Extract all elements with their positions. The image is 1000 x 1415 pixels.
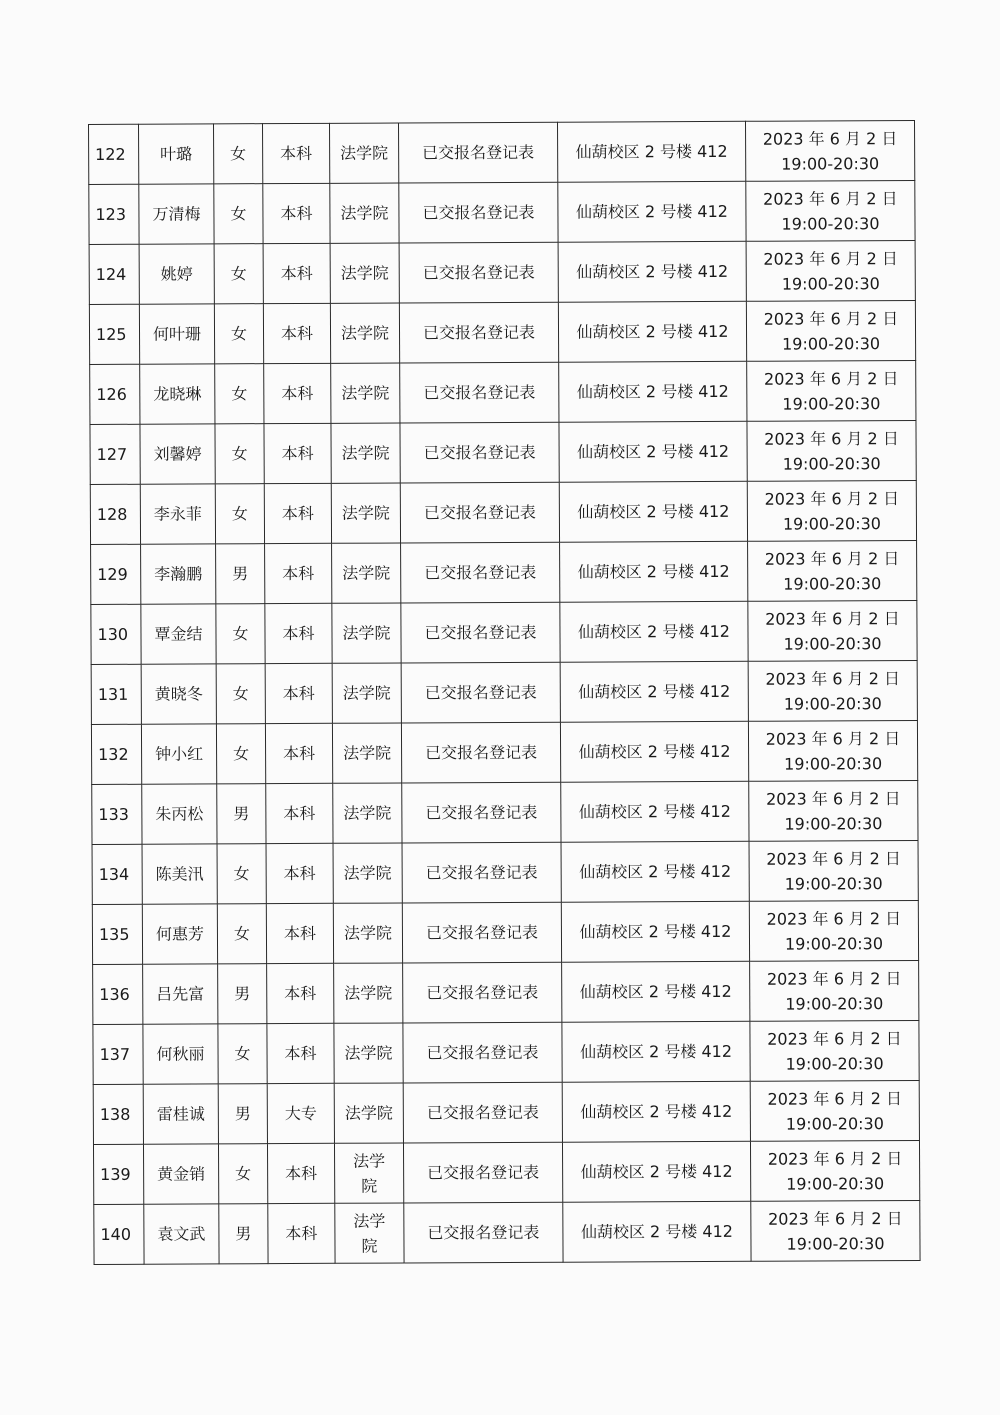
status-cell: 已交报名登记表 (400, 362, 559, 423)
gender-cell: 女 (214, 244, 263, 304)
date-text: 2023 年 6 月 2 日 (765, 728, 901, 749)
table-row (91, 660, 917, 724)
location-cell: 仙葫校区 2 号楼 412 (563, 1201, 751, 1262)
student-name: 黄金销 (143, 1144, 218, 1204)
schedule-cell (750, 1080, 919, 1141)
status-cell: 已交报名登记表 (401, 722, 560, 783)
schedule-cell (746, 240, 915, 301)
school-cell: 法学院 (332, 663, 401, 723)
date-text: 2023 年 6 月 2 日 (763, 188, 898, 209)
status-cell: 已交报名登记表 (401, 542, 560, 603)
education-level-cell: 本科 (263, 303, 330, 363)
student-name: 吕先富 (143, 964, 218, 1024)
gender-cell: 女 (216, 664, 265, 724)
student-name: 黄晓冬 (141, 664, 216, 724)
location-cell: 仙葫校区 2 号楼 412 (559, 421, 747, 482)
status-cell: 已交报名登记表 (401, 662, 560, 723)
table-row (91, 720, 917, 784)
schedule-cell (747, 360, 916, 421)
location-cell: 仙葫校区 2 号楼 412 (558, 301, 746, 362)
education-level-cell: 本科 (263, 243, 330, 303)
schedule-cell (748, 540, 917, 601)
school-cell (334, 1143, 403, 1203)
gender-cell: 男 (216, 544, 265, 604)
gender-cell: 女 (214, 184, 263, 244)
gender-cell: 男 (219, 1204, 268, 1264)
student-name: 龙晓琳 (140, 364, 215, 424)
row-number: 137 (93, 1024, 143, 1084)
row-number: 122 (89, 124, 139, 184)
table-row (90, 480, 916, 544)
schedule-cell (745, 120, 914, 181)
education-level-cell: 本科 (268, 1203, 335, 1263)
status-cell: 已交报名登记表 (403, 1142, 562, 1203)
student-name: 李永菲 (140, 484, 215, 544)
status-cell: 已交报名登记表 (401, 602, 560, 663)
table-row (93, 1080, 919, 1144)
student-name: 姚婷 (139, 244, 214, 304)
student-name: 何秋丽 (143, 1024, 218, 1084)
location-cell: 仙葫校区 2 号楼 412 (560, 721, 748, 782)
row-number: 140 (94, 1204, 144, 1264)
education-level-cell: 本科 (264, 423, 331, 483)
school-cell: 法学院 (331, 363, 400, 423)
location-cell: 仙葫校区 2 号楼 412 (560, 601, 748, 662)
status-cell: 已交报名登记表 (400, 422, 559, 483)
table-row (89, 300, 915, 364)
location-cell: 仙葫校区 2 号楼 412 (562, 1081, 750, 1142)
time-text: 19:00-20:30 (785, 993, 884, 1014)
gender-cell: 女 (215, 364, 264, 424)
row-number: 135 (92, 904, 142, 964)
date-text: 2023 年 6 月 2 日 (764, 548, 900, 569)
school-cell: 法学院 (331, 483, 400, 543)
location-cell: 仙葫校区 2 号楼 412 (562, 961, 750, 1022)
row-number: 130 (91, 604, 141, 664)
gender-cell: 女 (214, 304, 263, 364)
date-text: 2023 年 6 月 2 日 (766, 968, 902, 989)
student-name: 朱丙松 (142, 784, 217, 844)
gender-cell: 男 (217, 784, 266, 844)
schedule-cell (750, 1020, 919, 1081)
row-number: 132 (91, 724, 141, 784)
time-text: 19:00-20:30 (783, 633, 882, 654)
student-name: 雷桂诚 (143, 1084, 218, 1144)
status-cell: 已交报名登记表 (402, 782, 561, 843)
row-number: 136 (93, 964, 143, 1024)
row-number: 134 (92, 844, 142, 904)
school-cell (335, 1203, 404, 1263)
date-text: 2023 年 6 月 2 日 (762, 128, 898, 149)
gender-cell: 男 (218, 964, 267, 1024)
date-text: 2023 年 6 月 2 日 (765, 608, 900, 629)
schedule-cell (751, 1200, 920, 1261)
table-row (91, 540, 917, 604)
education-level-cell: 本科 (265, 723, 332, 783)
date-text: 2023 年 6 月 2 日 (766, 848, 901, 869)
date-text: 2023 年 6 月 2 日 (765, 668, 901, 689)
location-cell: 仙葫校区 2 号楼 412 (557, 121, 745, 182)
time-text: 19:00-20:30 (781, 273, 880, 294)
time-text: 19:00-20:30 (784, 933, 884, 954)
education-level-cell: 本科 (265, 663, 332, 723)
location-cell: 仙葫校区 2 号楼 412 (561, 841, 749, 902)
location-cell: 仙葫校区 2 号楼 412 (558, 181, 746, 242)
row-number: 129 (91, 544, 141, 604)
schedule-cell (747, 420, 916, 481)
date-text: 2023 年 6 月 2 日 (764, 488, 900, 509)
student-name: 袁文武 (144, 1204, 219, 1264)
row-number: 138 (93, 1084, 143, 1144)
school-text: 法学院 (353, 1151, 386, 1196)
location-cell: 仙葫校区 2 号楼 412 (559, 481, 747, 542)
table-row (92, 900, 918, 964)
location-cell: 仙葫校区 2 号楼 412 (559, 361, 747, 422)
date-text: 2023 年 6 月 2 日 (763, 248, 898, 269)
school-cell: 法学院 (331, 423, 400, 483)
status-cell: 已交报名登记表 (403, 962, 562, 1023)
gender-cell: 女 (217, 844, 266, 904)
table-row (90, 420, 916, 484)
student-name: 李瀚鹏 (141, 544, 216, 604)
gender-cell: 女 (215, 484, 264, 544)
status-cell: 已交报名登记表 (402, 842, 561, 903)
table-row (89, 180, 915, 244)
student-name: 叶璐 (139, 124, 214, 184)
school-cell: 法学院 (334, 963, 403, 1023)
time-text: 19:00-20:30 (784, 813, 883, 834)
student-name: 刘馨婷 (140, 424, 215, 484)
schedule-cell (746, 180, 915, 241)
status-cell: 已交报名登记表 (399, 302, 558, 363)
location-cell: 仙葫校区 2 号楼 412 (560, 661, 748, 722)
schedule-cell (746, 300, 915, 361)
time-text: 19:00-20:30 (782, 333, 881, 354)
location-cell: 仙葫校区 2 号楼 412 (560, 541, 748, 602)
status-cell: 已交报名登记表 (403, 1022, 562, 1083)
status-cell: 已交报名登记表 (398, 122, 557, 183)
schedule-cell (750, 960, 919, 1021)
date-text: 2023 年 6 月 2 日 (767, 1148, 903, 1169)
student-name: 钟小红 (141, 724, 216, 784)
student-name: 陈美汛 (142, 844, 217, 904)
time-text: 19:00-20:30 (781, 153, 880, 174)
table-row (93, 960, 919, 1024)
schedule-cell (749, 780, 918, 841)
table-row (93, 1020, 919, 1084)
time-text: 19:00-20:30 (782, 393, 881, 414)
school-cell: 法学院 (333, 903, 402, 963)
school-cell: 法学院 (329, 123, 398, 183)
schedule-cell (750, 1140, 919, 1201)
table-row (94, 1200, 920, 1264)
location-cell: 仙葫校区 2 号楼 412 (562, 1021, 750, 1082)
gender-cell: 男 (218, 1084, 267, 1144)
date-text: 2023 年 6 月 2 日 (766, 908, 902, 929)
date-text: 2023 年 6 月 2 日 (763, 308, 899, 329)
location-cell: 仙葫校区 2 号楼 412 (562, 1141, 750, 1202)
status-cell: 已交报名登记表 (404, 1202, 563, 1263)
education-level-cell: 本科 (265, 543, 332, 603)
row-number: 126 (90, 364, 140, 424)
status-cell: 已交报名登记表 (402, 902, 561, 963)
row-number: 125 (89, 304, 139, 364)
time-text: 19:00-20:30 (786, 1173, 885, 1194)
school-cell: 法学院 (330, 183, 399, 243)
time-text: 19:00-20:30 (785, 1053, 884, 1074)
education-level-cell: 本科 (267, 963, 334, 1023)
time-text: 19:00-20:30 (783, 573, 882, 594)
student-name: 何叶珊 (139, 304, 214, 364)
location-cell: 仙葫校区 2 号楼 412 (561, 781, 749, 842)
student-name: 万清梅 (139, 184, 214, 244)
education-level-cell: 本科 (266, 843, 333, 903)
row-number: 139 (93, 1144, 143, 1204)
table-row (89, 120, 915, 184)
gender-cell: 女 (214, 124, 263, 184)
school-cell: 法学院 (333, 783, 402, 843)
registration-table (88, 120, 921, 1265)
date-text: 2023 年 6 月 2 日 (767, 1028, 902, 1049)
school-cell: 法学院 (332, 543, 401, 603)
gender-cell: 女 (216, 724, 265, 784)
table-row (89, 240, 915, 304)
education-level-cell: 本科 (263, 183, 330, 243)
status-cell: 已交报名登记表 (403, 1082, 562, 1143)
time-text: 19:00-20:30 (786, 1233, 885, 1254)
status-cell: 已交报名登记表 (399, 242, 558, 303)
education-level-cell: 本科 (266, 903, 333, 963)
date-text: 2023 年 6 月 2 日 (764, 428, 899, 449)
time-text: 19:00-20:30 (784, 873, 883, 894)
schedule-cell (748, 660, 917, 721)
row-number: 128 (90, 484, 140, 544)
education-level-cell: 本科 (263, 123, 330, 183)
student-name: 何惠芳 (142, 904, 217, 964)
location-cell: 仙葫校区 2 号楼 412 (558, 241, 746, 302)
row-number: 133 (92, 784, 142, 844)
date-text: 2023 年 6 月 2 日 (767, 1088, 903, 1109)
time-text: 19:00-20:30 (784, 753, 883, 774)
school-cell: 法学院 (332, 723, 401, 783)
school-cell: 法学院 (332, 603, 401, 663)
education-level-cell: 本科 (264, 363, 331, 423)
table-row (93, 1140, 919, 1204)
row-number: 123 (89, 184, 139, 244)
time-text: 19:00-20:30 (781, 213, 880, 234)
schedule-cell (749, 900, 918, 961)
gender-cell: 女 (217, 904, 266, 964)
schedule-cell (749, 840, 918, 901)
school-cell: 法学院 (334, 1023, 403, 1083)
school-cell: 法学院 (330, 303, 399, 363)
location-cell: 仙葫校区 2 号楼 412 (561, 901, 749, 962)
row-number: 131 (91, 664, 141, 724)
status-cell: 已交报名登记表 (399, 182, 558, 243)
time-text: 19:00-20:30 (783, 693, 882, 714)
schedule-cell (747, 480, 916, 541)
gender-cell: 女 (218, 1144, 267, 1204)
schedule-cell (748, 720, 917, 781)
gender-cell: 女 (215, 424, 264, 484)
student-name: 覃金结 (141, 604, 216, 664)
education-level-cell: 本科 (267, 1143, 334, 1203)
time-text: 19:00-20:30 (782, 453, 881, 474)
education-level-cell: 本科 (266, 783, 333, 843)
schedule-cell (748, 600, 917, 661)
table-row (92, 840, 918, 904)
education-level-cell: 本科 (267, 1023, 334, 1083)
row-number: 124 (89, 244, 139, 304)
school-text: 法学院 (353, 1211, 386, 1256)
table-row (90, 360, 916, 424)
date-text: 2023 年 6 月 2 日 (768, 1208, 903, 1229)
school-cell: 法学院 (330, 243, 399, 303)
education-level-cell: 本科 (265, 603, 332, 663)
school-cell: 法学院 (334, 1083, 403, 1143)
time-text: 19:00-20:30 (782, 513, 882, 534)
status-cell: 已交报名登记表 (400, 482, 559, 543)
table-row (92, 780, 918, 844)
gender-cell: 女 (218, 1024, 267, 1084)
time-text: 19:00-20:30 (785, 1113, 884, 1134)
education-level-cell: 大专 (267, 1083, 334, 1143)
school-cell: 法学院 (333, 843, 402, 903)
row-number: 127 (90, 424, 140, 484)
table-row (91, 600, 917, 664)
date-text: 2023 年 6 月 2 日 (765, 788, 901, 809)
gender-cell: 女 (216, 604, 265, 664)
date-text: 2023 年 6 月 2 日 (763, 368, 899, 389)
education-level-cell: 本科 (264, 483, 331, 543)
